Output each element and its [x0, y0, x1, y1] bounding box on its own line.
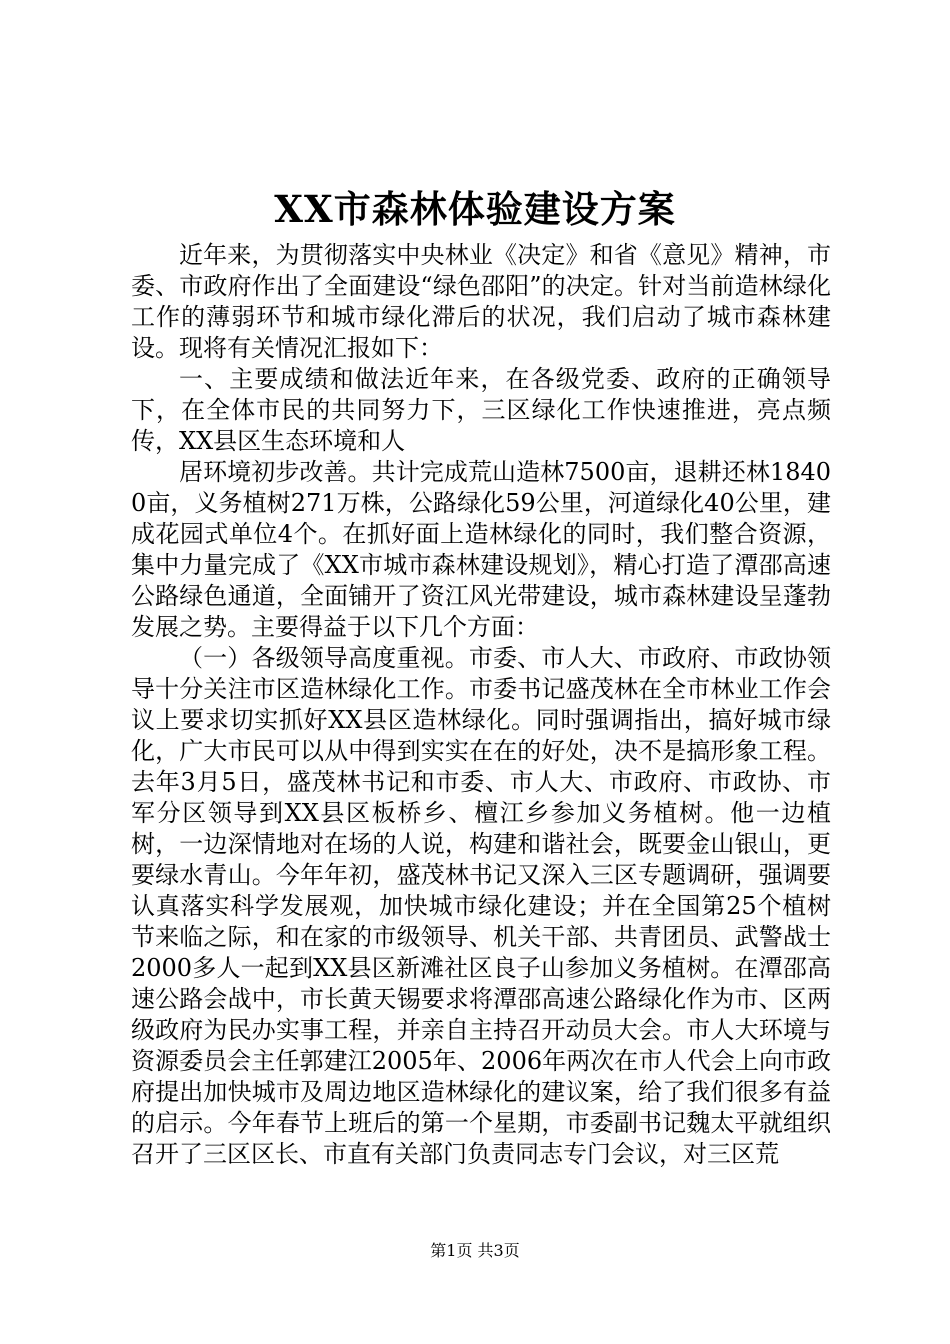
paragraph-section-one: 一、主要成绩和做法近年来，在各级党委、政府的正确领导下，在全体市民的共同努力下，三区绿化工作快速推进，亮点频传，XX县区生态环境和人	[131, 365, 831, 455]
paragraph-achievements: 居环境初步改善。共计完成荒山造林7500亩，退耕还林18400亩，义务植树271万株，公路绿化59公里，河道绿化40公里，建成花园式单位4个。在抓好面上造林绿化的同时，我们整合资源，集中力量完成了《XX市城市森林建设规划》，精心打造了潭邵高速公路绿色通道，全面铺开了资江风光带建设，城市森林建设呈蓬勃发展之势。主要得益于以下几个方面：	[131, 458, 831, 641]
page-footer: 第1页 共3页	[430, 1241, 520, 1260]
document-body	[131, 240, 831, 1170]
paragraph-leadership: （一）各级领导高度重视。市委、市人大、市政府、市政协领导十分关注市区造林绿化工作。市委书记盛茂林在全市林业工作会议上要求切实抓好XX县区造林绿化。同时强调指出，搞好城市绿化，广大市民可以从中得到实实在在的好处，决不是搞形象工程。去年3月5日，盛茂林书记和市委、市人大、市政府、市政协、市军分区领导到XX县区板桥乡、檀江乡参加义务植树。他一边植树，一边深情地对在场的人说，构建和谐社会，既要金山银山，更要绿水青山。今年年初，盛茂林书记又深入三区专题调研，强调要认真落实科学发展观，加快城市绿化建设；并在全国第25个植树节来临之际，和在家的市级领导、机关干部、共青团员、武警战士2000多人一起到XX县区新滩社区良子山参加义务植树。在潭邵高速公路会战中，市长黄天锡要求将潭邵高速公路绿化作为市、区两级政府为民办实事工程，并亲自主持召开动员大会。市人大环境与资源委员会主任郭建江2005年、2006年两次在市人代会上向市政府提出加快城市及周边地区造林绿化的建议案，给了我们很多有益的启示。今年春节上班后的第一个星期，市委副书记魏太平就组织召开了三区区长、市直有关部门负责同志专门会议，对三区荒	[131, 644, 831, 1168]
document-title: XX市森林体验建设方案	[274, 187, 676, 231]
paragraph-intro: 近年来，为贯彻落实中央林业《决定》和省《意见》精神，市委、市政府作出了全面建设“绿色邵阳”的决定。针对当前造林绿化工作的薄弱环节和城市绿化滞后的状况，我们启动了城市森林建设。现将有关情况汇报如下：	[131, 241, 831, 362]
